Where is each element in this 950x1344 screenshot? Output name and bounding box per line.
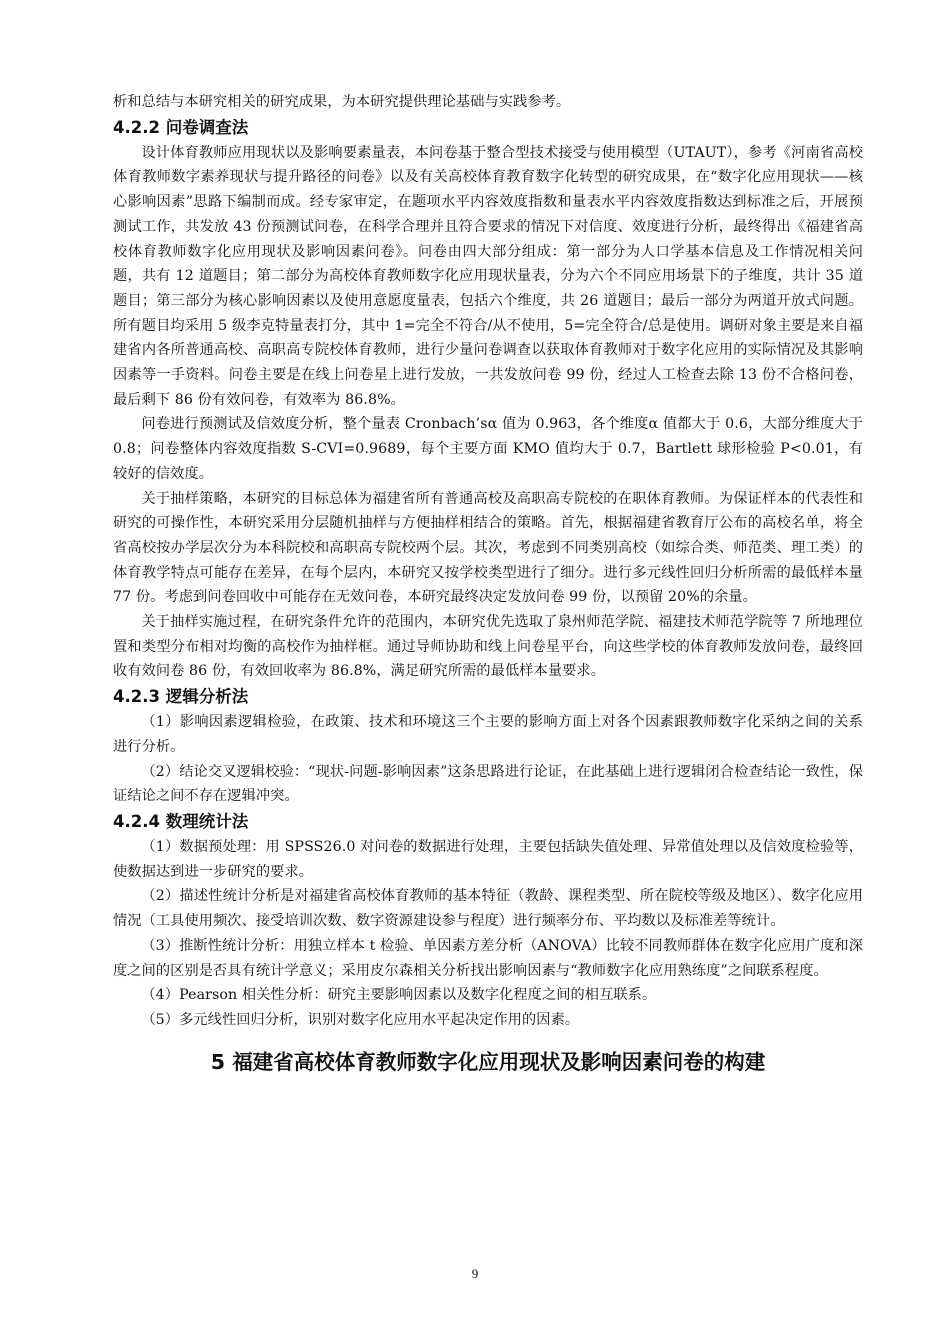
paragraph: 设计体育教师应用现状以及影响要素量表，本问卷基于整合型技术接受与使用模型（UTAUT），参考《河南省高校体育教师数字素养现状与提升路径的问卷》以及有关高校体育教育数字化转型的研究成果，在“数字化应用现状——核心影响因素”思路下编制而成。经专家审定，在题项水平内容效度指数和量表水平内容效度指数达到标准之后，开展预测试工作，共发放 43 份预测试问卷，在科学合理并且符合要求的情况下对信度、效度进行分析，最终得出《福建省高校体育教师数字化应用现状及影响因素问卷》。问卷由四大部分组成：第一部分为人口学基本信息及工作情况相关问题，共有 12 道题目；第二部分为高校体育教师数字化应用现状量表，分为六个不同应用场景下的子维度，共计 35 道题目；第三部分为核心影响因素以及使用意愿度量表，包括六个维度，共 26 道题目；最后一部分为两道开放式问题。所有题目均采用 5 级李克特量表打分，其中 1=完全不符合/从不使用，5=完全符合/总是使用。调研对象主要是来自福建省内各所普通高校、高职高专院校体育教师，进行少量问卷调查以获取体育教师对于数字化应用的实际情况及其影响因素等一手资料。问卷主要是在线上问卷星上进行发放，一共发放问卷 99 份，经过人工检查去除 13 份不合格问卷，最后剩下 86 份有效问卷，有效率为 86.8%。 (113, 144, 863, 408)
paragraph: 问卷进行预测试及信效度分析，整个量表 Cronbach’sα 值为 0.963，各个维度α 值都大于 0.6，大部分维度大于 0.8；问卷整体内容效度指数 S-CVI=0.9689，每个主要方面 KMO 值均大于 0.7，Bartlett 球形检验 P<0.01，有较好的信效度。 (113, 416, 863, 482)
paragraph: （3）推断性统计分析：用独立样本 t 检验、单因素方差分析（ANOVA）比较不同教师群体在数字化应用广度和深度之间的区别是否具有统计学意义；采用皮尔森相关分析找出影响因素与“教师数字化应用熟练度”之间联系程度。 (113, 937, 863, 979)
paragraph: 关于抽样策略，本研究的目标总体为福建省所有普通高校及高职高专院校的在职体育教师。为保证样本的代表性和研究的可操作性，本研究采用分层随机抽样与方便抽样相结合的策略。首先，根据福建省教育厅公布的高校名单，将全省高校按办学层次分为本科院校和高职高专院校两个层。其次，考虑到不同类别高校（如综合类、师范类、理工类）的体育教学特点可能存在差异，在每个层内，本研究又按学校类型进行了细分。进行多元线性回归分析所需的最低样本量 77 份。考虑到问卷回收中可能存在无效问卷，本研究最终决定发放问卷 99 份，以预留 20%的余量。 (113, 490, 863, 606)
paragraph: （1）影响因素逻辑检验，在政策、技术和环境这三个主要的影响方面上对各个因素跟教师数字化采纳之间的关系进行分析。 (113, 714, 863, 755)
paragraph: （5）多元线性回归分析，识别对数字化应用水平起决定作用的因素。 (141, 1011, 580, 1028)
paragraph: （4）Pearson 相关性分析：研究主要影响因素以及数字化程度之间的相互联系。 (141, 987, 657, 1004)
paragraph: （2）描述性统计分析是对福建省高校体育教师的基本特征（教龄、课程类型、所在院校等级及地区）、数字化应用情况（工具使用频次、接受培训次数、数字资源建设参与程度）进行频率分布、平均数以及标准差等统计。 (113, 888, 863, 930)
paragraph: （2）结论交叉逻辑校验：“现状-问题-影响因素”这条思路进行论证，在此基础上进行逻辑闭合检查结论一致性，保证结论之间不存在逻辑冲突。 (113, 763, 863, 805)
paragraph: 关于抽样实施过程，在研究条件允许的范围内，本研究优先选取了泉州师范学院、福建技术师范学院等 7 所地理位置和类型分布相对均衡的高校作为抽样框。通过导师协助和线上问卷星平台，向这些学校的体育教师发放问卷，最终回收有效问卷 86 份，有效回收率为 86.8%，满足研究所需的最低样本量要求。 (113, 614, 863, 680)
page-number: 9 (471, 1266, 479, 1281)
section-heading-logic-analysis: 4.2.3 逻辑分析法 (113, 687, 249, 707)
section-heading-questionnaire: 4.2.2 问卷调查法 (113, 117, 249, 137)
paragraph: （1）数据预处理：用 SPSS26.0 对问卷的数据进行处理，主要包括缺失值处理、异常值处理以及信效度检验等，使数据达到进一步研究的要求。 (113, 838, 863, 880)
page-body (113, 90, 863, 1079)
section-heading-statistics: 4.2.4 数理统计法 (113, 811, 249, 831)
chapter-title: 5 福建省高校体育教师数字化应用现状及影响因素问卷的构建 (210, 1049, 766, 1074)
intro-paragraph: 析和总结与本研究相关的研究成果，为本研究提供理论基础与实践参考。 (113, 94, 571, 110)
